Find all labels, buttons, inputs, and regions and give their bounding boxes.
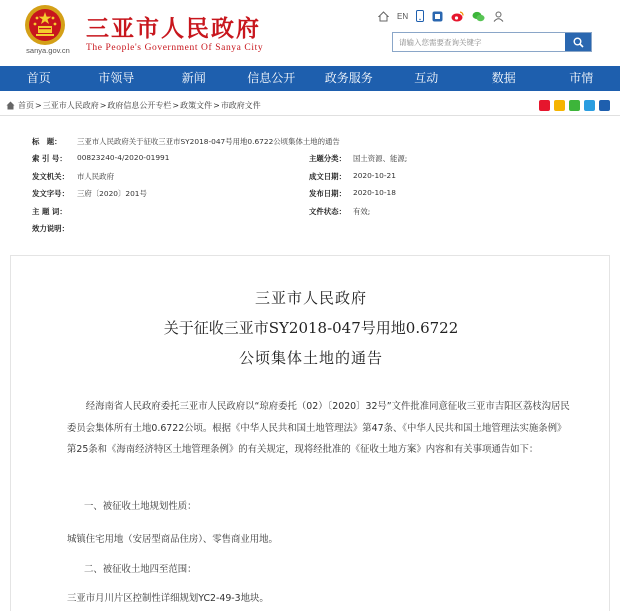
site-title[interactable]: 三亚市人民政府 bbox=[86, 16, 261, 42]
search-icon bbox=[573, 37, 584, 48]
meta-validity-label: 效力说明： bbox=[32, 223, 69, 233]
site-header bbox=[0, 0, 620, 66]
meta-row bbox=[30, 171, 600, 188]
national-emblem-icon[interactable] bbox=[24, 4, 66, 46]
meta-category-value: 国土资源、能源; bbox=[353, 154, 408, 164]
breadcrumb-separator: > bbox=[172, 101, 180, 110]
meta-row bbox=[30, 223, 600, 240]
home-icon[interactable] bbox=[6, 101, 15, 110]
article-paragraph: 城镇住宅用地（安居型商品住房）、零售商业用地。 bbox=[67, 534, 278, 545]
meta-docno-value: 三府〔2020〕201号 bbox=[77, 189, 147, 199]
meta-row bbox=[30, 188, 600, 205]
meta-row bbox=[30, 136, 600, 153]
meta-status-label: 文件状态： bbox=[309, 206, 346, 216]
app-icon[interactable] bbox=[432, 9, 443, 23]
search-button[interactable] bbox=[565, 33, 591, 51]
meta-docno-label: 发文字号： bbox=[32, 189, 69, 199]
home-small-icon[interactable] bbox=[378, 9, 389, 23]
breadcrumb-separator: > bbox=[99, 101, 107, 110]
meta-issuer-label: 发文机关： bbox=[32, 171, 69, 181]
meta-subject-label: 主 题 词： bbox=[32, 206, 67, 216]
main-nav bbox=[0, 66, 620, 91]
breadcrumb-item[interactable]: 政府信息公开专栏 bbox=[107, 101, 172, 110]
article-paragraph: 三亚市月川片区控制性详细规划YC2-49-3地块。 bbox=[67, 593, 269, 604]
meta-pubdate-label: 发布日期： bbox=[309, 189, 346, 199]
meta-date-value: 2020-10-21 bbox=[353, 170, 396, 180]
breadcrumb-item[interactable]: 市政府文件 bbox=[220, 101, 261, 110]
article-section-heading: 一、被征收土地规划性质： bbox=[84, 501, 197, 512]
site-title-en: The People's Government Of Sanya City bbox=[86, 43, 264, 53]
article-paragraph: 经海南省人民政府委托三亚市人民政府以“琼府委托（02）〔2020〕32号”文件批准同意征收三亚市吉阳区荔枝沟居民委员会集体所有土地0.6722公顷。根据《中华人民共和国土地管理法》第47条、《中华人民共和国土地管理法实施条例》第25条和《海南经济特区土地管理条例》的有关规定，现将经批准的《征收土地方案》内容和有关事项通告如下： bbox=[67, 401, 570, 455]
document-metadata bbox=[30, 136, 600, 240]
breadcrumb-separator: > bbox=[35, 101, 42, 110]
site-url: sanya.gov.cn bbox=[26, 46, 70, 55]
nav-leaders[interactable]: 市领导 bbox=[98, 71, 135, 85]
nav-city-info[interactable]: 市情 bbox=[569, 71, 594, 85]
nav-info-disclosure[interactable]: 信息公开 bbox=[247, 71, 296, 85]
weibo-icon[interactable] bbox=[451, 9, 464, 23]
share-weibo-icon[interactable] bbox=[539, 100, 550, 111]
meta-category-label: 主题分类： bbox=[309, 154, 346, 164]
meta-status-value: 有效; bbox=[353, 206, 371, 216]
nav-interaction[interactable]: 互动 bbox=[414, 71, 439, 85]
meta-issuer-value: 市人民政府 bbox=[77, 171, 114, 181]
search-input[interactable] bbox=[393, 33, 565, 51]
breadcrumb bbox=[6, 100, 261, 111]
wechat-icon[interactable] bbox=[472, 9, 485, 23]
article-title-line-2: 关于征收三亚市SY2018-047号用地0.6722 bbox=[163, 319, 459, 337]
breadcrumb-separator: > bbox=[213, 101, 220, 110]
meta-index-value: 00823240-4/2020-01991 bbox=[77, 153, 170, 163]
share-tencent-icon[interactable] bbox=[584, 100, 595, 111]
meta-row bbox=[30, 206, 600, 223]
nav-services[interactable]: 政务服务 bbox=[324, 71, 373, 85]
meta-title-value: 三亚市人民政府关于征收三亚市SY2018-047号用地0.6722公顷集体土地的通告 bbox=[77, 137, 340, 146]
share-qzone-icon[interactable] bbox=[554, 100, 565, 111]
nav-home[interactable]: 首页 bbox=[26, 71, 51, 85]
article-section-heading: 二、被征收土地四至范围： bbox=[84, 564, 197, 575]
mobile-icon[interactable] bbox=[416, 9, 424, 23]
meta-index-label: 索 引 号： bbox=[32, 154, 67, 164]
breadcrumb-item[interactable]: 政策文件 bbox=[180, 101, 213, 110]
meta-date-label: 成文日期： bbox=[309, 171, 346, 181]
search-box bbox=[392, 32, 592, 52]
breadcrumb-bar bbox=[0, 96, 620, 116]
article-title-line-3: 公顷集体土地的通告 bbox=[238, 349, 383, 367]
user-icon[interactable] bbox=[493, 9, 504, 23]
article-title-line-1: 三亚市人民政府 bbox=[254, 289, 367, 307]
nav-data[interactable]: 数据 bbox=[491, 71, 516, 85]
meta-pubdate-value: 2020-10-18 bbox=[353, 188, 396, 198]
breadcrumb-item[interactable]: 三亚市人民政府 bbox=[42, 101, 99, 110]
share-bar bbox=[535, 100, 610, 111]
meta-row bbox=[30, 153, 600, 170]
share-wechat-icon[interactable] bbox=[569, 100, 580, 111]
article-body bbox=[10, 255, 610, 611]
english-link[interactable]: EN bbox=[397, 11, 409, 21]
share-more-icon[interactable] bbox=[599, 100, 610, 111]
top-toolbar bbox=[378, 9, 512, 23]
breadcrumb-home[interactable]: 首页 bbox=[18, 101, 34, 110]
meta-title-label: 标 题： bbox=[32, 137, 62, 146]
nav-news[interactable]: 新闻 bbox=[181, 71, 206, 85]
